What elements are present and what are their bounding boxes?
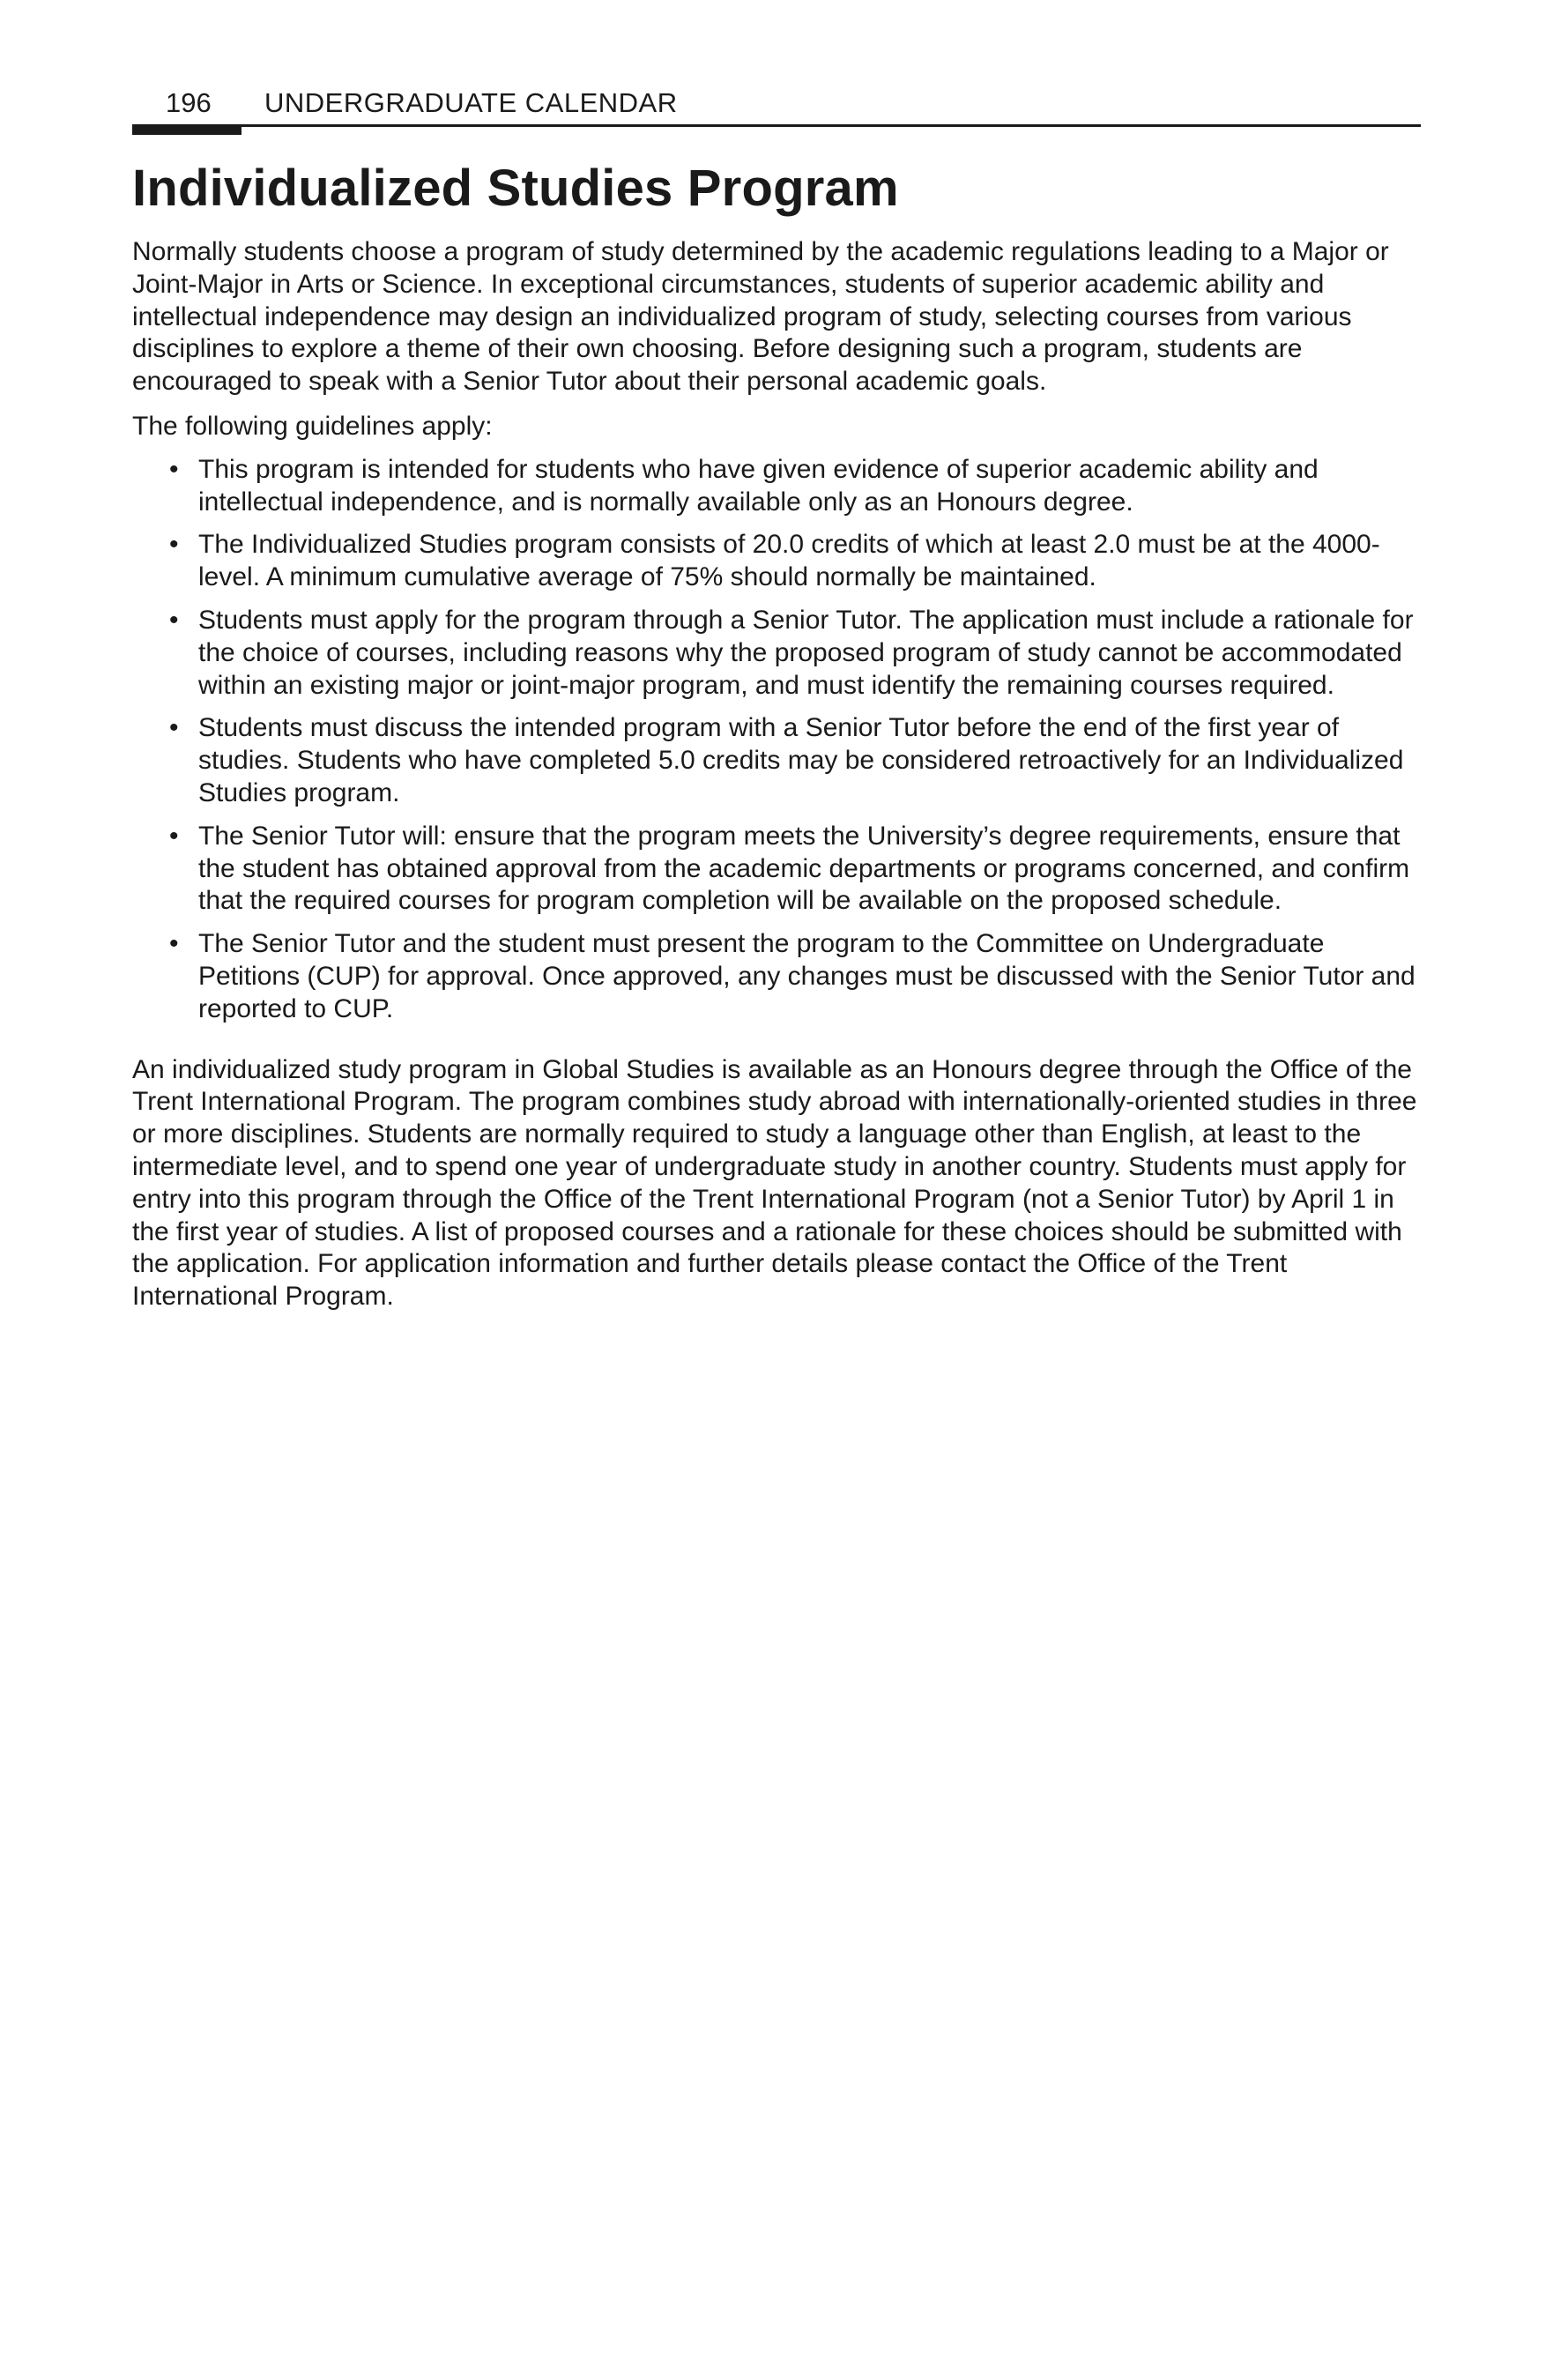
document-page (132, 84, 1421, 1313)
guideline-item (132, 529, 1421, 594)
bullet-icon: • (169, 713, 179, 743)
guideline-text: The Senior Tutor will: ensure that the program meets the University’s degree requirements, ensure that the student has obtained approval from the academic departments or programs concerned, and confirm that the required courses for program completion will be available on the proposed schedule. (198, 821, 1410, 916)
guideline-item (132, 821, 1421, 918)
bullet-icon: • (169, 821, 179, 851)
page-number: 196 (166, 87, 212, 118)
running-header (132, 84, 1421, 127)
guideline-item (132, 605, 1421, 702)
guideline-text: The Senior Tutor and the student must present the program to the Committee on Undergraduate Petitions (CUP) for approval. Once approved, any changes must be discussed with the Senior Tutor and reported to CUP. (198, 929, 1416, 1023)
guidelines-list (132, 454, 1421, 1026)
guideline-item (132, 928, 1421, 1025)
guidelines-intro: The following guidelines apply: (132, 411, 493, 441)
guideline-text: This program is intended for students who have given evidence of superior academic ability and intellectual independence, and is normally available only as an Honours degree. (198, 454, 1319, 517)
bullet-icon: • (169, 605, 179, 635)
guideline-text: The Individualized Studies program consists of 20.0 credits of which at least 2.0 must be at the 4000-level. A minimum cumulative average of 75% should normally be maintained. (198, 530, 1380, 592)
bullet-icon: • (169, 454, 179, 484)
guideline-item (132, 454, 1421, 519)
page-title: Individualized Studies Program (132, 160, 899, 217)
guideline-item (132, 712, 1421, 809)
intro-paragraph: Normally students choose a program of study determined by the academic regulations leading to a Major or Joint-Major in Arts or Science. In exceptional circumstances, students of superior academic ability and intellectual independence may design an individualized program of study, selecting courses from various disciplines to explore a theme of their own choosing. Before designing such a program, students are encouraged to speak with a Senior Tutor about their personal academic goals. (132, 237, 1389, 397)
bullet-icon: • (169, 530, 179, 560)
calendar-title: UNDERGRADUATE CALENDAR (264, 87, 678, 118)
guideline-text: Students must apply for the program through a Senior Tutor. The application must include a rationale for the choice of courses, including reasons why the proposed program of study cannot be accommodated within an existing major or joint-major program, and must identify the remaining courses required. (198, 605, 1414, 700)
global-studies-paragraph: An individualized study program in Global Studies is available as an Honours degree through the Office of the Trent International Program. The program combines study abroad with internationally-oriented studies in three or more disciplines. Students are normally required to study a language other than English, at least to the intermediate level, and to spend one year of undergraduate study in another country. Students must apply for entry into this program through the Office of the Trent International Program (not a Senior Tutor) by April 1 in the first year of studies. A list of proposed courses and a rationale for these choices should be submitted with the application. For application information and further details please contact the Office of the Trent International Program. (132, 1054, 1417, 1312)
header-tab-bar (132, 124, 241, 135)
guideline-text: Students must discuss the intended program with a Senior Tutor before the end of the first year of studies. Students who have completed 5.0 credits may be considered retroactively for an Individualized Studies program. (198, 713, 1404, 807)
bullet-icon: • (169, 929, 179, 959)
